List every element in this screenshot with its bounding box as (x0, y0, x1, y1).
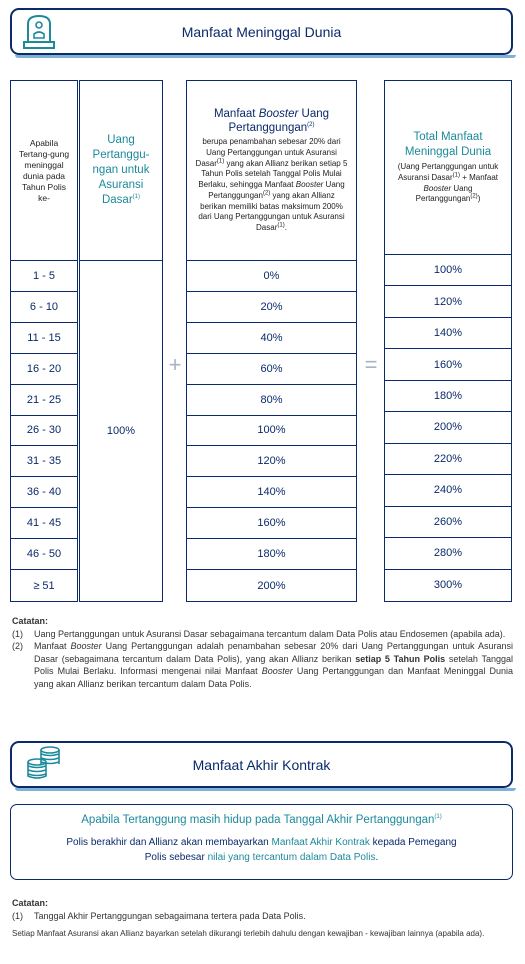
policy-year-cell: 31 - 35 (11, 446, 77, 477)
maturity-benefit-header (10, 741, 513, 788)
policy-year-cell: 36 - 40 (11, 477, 77, 508)
booster-description: berupa penambahan sebesar 20% dari Uang Pertanggungan untuk Asuransi Dasar$^{(1)}$ yang akan Allianz berikan setiap 5 Tahun Polis setelah Tanggal Polis Mulai Berlaku, sehingga Manfaat Booster Uang Pertanggungan$^{(2)}$ yang akan Allianz berikan memiliki batas maksimum 200% dari Uang Pertanggungan untuk Asuransi Dasar$^{(1)}$. (195, 136, 348, 233)
policy-year-cell: 46 - 50 (11, 539, 77, 570)
total-value-cell: 100% (385, 255, 511, 286)
total-value-cell: 220% (385, 444, 511, 475)
death-benefit-title: Manfaat Meninggal Dunia (181, 23, 342, 40)
basic-sum-value: 100% (106, 425, 136, 437)
death-benefit-notes (12, 615, 513, 690)
total-value-cell: 120% (385, 286, 511, 317)
memorial-icon (20, 12, 58, 52)
total-header: Total Manfaat Meninggal Dunia (Uang Pertanggungan untuk Asuransi Dasar$^{(1)}$ + Manfaat Booster Uang Pertanggungan$^{(2)}$) (385, 81, 511, 255)
maturity-body: Polis berakhir dan Allianz akan membayarkan Manfaat Akhir Kontrak kepada Pemegang Polis sebesar nilai yang tercantum dalam Data Polis. (66, 837, 457, 863)
booster-value-cell: 40% (187, 323, 356, 354)
total-value-cell: 260% (385, 507, 511, 538)
notes-title: Catatan: (12, 898, 49, 908)
total-column (384, 80, 512, 602)
plus-operator: + (168, 352, 182, 377)
booster-value-cell: 60% (187, 354, 356, 385)
booster-value-cell: 120% (187, 446, 356, 477)
booster-value-cell: 20% (187, 292, 356, 323)
basic-sum-column (79, 80, 163, 602)
total-value-cell: 240% (385, 475, 511, 506)
note-item: (1) Uang Pertanggungan untuk Asuransi Dasar sebagaimana tercantum dalam Data Polis atau Endosemen (apabila ada). (12, 628, 506, 639)
total-description: (Uang Pertanggungan untuk Asuransi Dasar$^{(1)}$ + Manfaat Booster Uang Pertanggungan$^{(2)}$) (397, 161, 499, 204)
death-benefit-header (10, 8, 513, 55)
basic-sum-header: Uang Pertanggu-ngan untuk Asuransi Dasar$^{(1)}$ (80, 81, 162, 261)
policy-year-cell: 1 - 5 (11, 261, 77, 292)
booster-value-cell: 80% (187, 385, 356, 416)
booster-rows (187, 261, 356, 601)
total-value-cell: 160% (385, 349, 511, 380)
total-value-cell: 200% (385, 412, 511, 443)
maturity-benefit-title: Manfaat Akhir Kontrak (192, 756, 331, 773)
total-rows (385, 255, 511, 601)
total-value-cell: 180% (385, 381, 511, 412)
total-value-cell: 280% (385, 538, 511, 569)
booster-value-cell: 200% (257, 579, 286, 592)
maturity-benefit-link: Manfaat Akhir Kontrak (271, 837, 370, 848)
policy-year-cell: 21 - 25 (11, 385, 77, 416)
footer-note: Setiap Manfaat Asuransi akan Allianz bayarkan setelah dikurangi terlebih dahulu dengan kewajiban - kewajiban lainnya (apabila ada). (12, 929, 485, 938)
booster-value-cell: 160% (187, 508, 356, 539)
note-item: (1) Tanggal Akhir Pertanggungan sebagaimana tertera pada Data Polis. (12, 910, 306, 921)
equals-operator: = (364, 352, 378, 377)
booster-value-cell: 100% (187, 416, 356, 447)
policy-year-header: Apabila Tertang-gung meninggal dunia pada Tahun Polis ke- (11, 81, 77, 261)
policy-year-cell: 11 - 15 (11, 323, 77, 354)
booster-value-cell: 140% (187, 477, 356, 508)
policy-year-column (10, 80, 78, 602)
booster-value-cell: 0% (187, 261, 356, 292)
policy-year-cell: ≥ 51 (33, 579, 55, 592)
booster-header: Manfaat Booster Uang Pertanggungan$^{(2)}$ berupa penambahan sebesar 20% dari Uang Pertanggungan untuk Asuransi Dasar$^{(1)}$ yang akan Allianz berikan setiap 5 Tahun Polis setelah Tanggal Polis Mulai Berlaku, sehingga Manfaat Booster Uang Pertanggungan$^{(2)}$ yang akan Allianz berikan memiliki batas maksimum 200% dari Uang Pertanggungan untuk Asuransi Dasar$^{(1)}$. (187, 81, 356, 261)
total-value-cell: 140% (385, 318, 511, 349)
maturity-notes (12, 897, 513, 939)
policy-year-cell: 26 - 30 (11, 416, 77, 447)
maturity-info-box (10, 804, 513, 880)
total-value-cell: 300% (433, 579, 463, 592)
maturity-heading: Apabila Tertanggung masih hidup pada Tanggal Akhir Pertanggungan$^{(1)}$ (81, 814, 442, 826)
policy-year-cell: 16 - 20 (11, 354, 77, 385)
note-item: (2) Manfaat Booster Uang Pertanggungan adalah penambahan sebesar 20% dari Uang Pertanggungan untuk Asuransi Dasar (sebagaimana tercantum dalam Data Polis), yang akan Allianz berikan setiap 5 Tahun Polis setelah Tanggal Polis Mulai Berlaku. Informasi mengenai nilai Manfaat Booster Uang Pertanggungan dan Manfaat Meninggal Dunia yang akan Allianz berikan tercantum dalam Data Polis. (12, 641, 513, 689)
coins-icon (24, 744, 64, 782)
policy-year-cell: 6 - 10 (11, 292, 77, 323)
booster-column (186, 80, 357, 602)
policy-data-link: nilai yang tercantum dalam Data Polis (207, 852, 376, 863)
notes-title: Catatan: (12, 616, 49, 626)
booster-value-cell: 180% (187, 539, 356, 570)
policy-year-rows (11, 261, 77, 601)
policy-year-cell: 41 - 45 (11, 508, 77, 539)
